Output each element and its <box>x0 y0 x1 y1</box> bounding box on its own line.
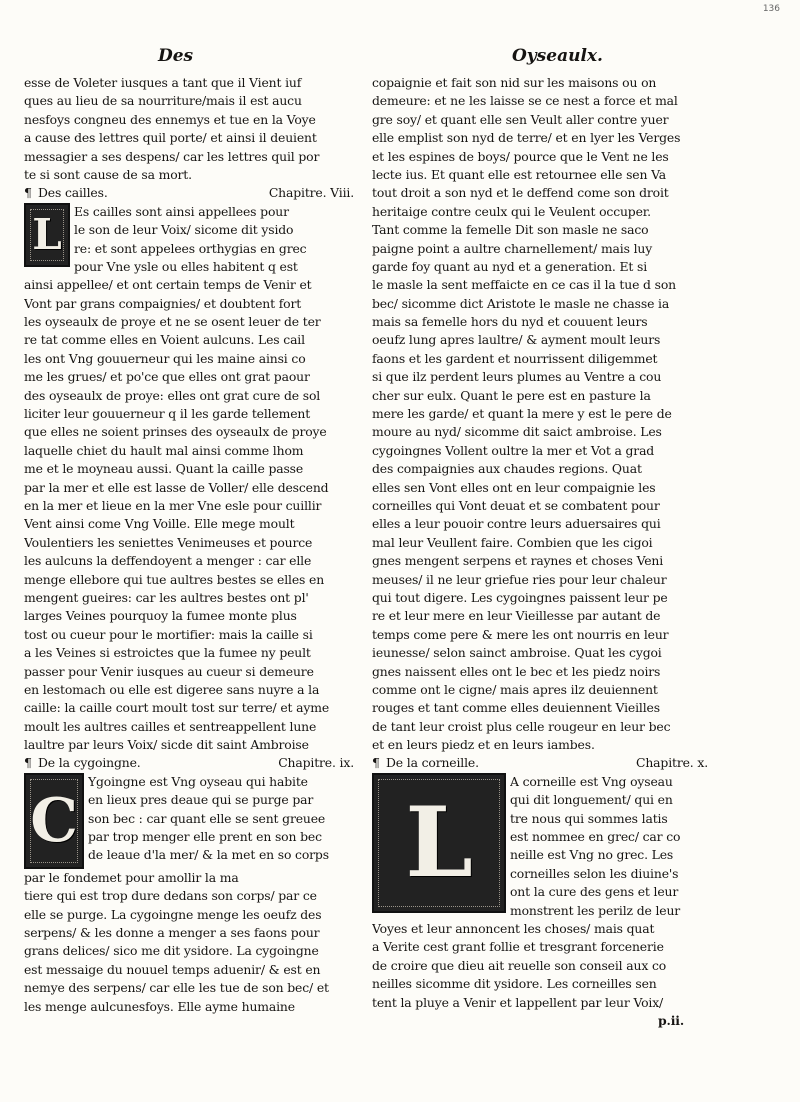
text-line: grans delices/ sico me dit ysidore. La cygoingne <box>24 943 319 959</box>
chapter-body <box>372 74 708 754</box>
text-line: esse de Voleter iusques a tant que il Vient iuf <box>24 75 302 90</box>
right-column <box>372 74 708 1030</box>
text-line: Tant comme la femelle Dit son masle ne saco <box>372 222 649 238</box>
text-line: elles a leur pouoir contre leurs aduersaires qui <box>372 516 661 532</box>
text-line: corneilles selon les diuine's <box>510 865 679 881</box>
text-line: Ygoingne est Vng oyseau qui habite <box>88 773 308 789</box>
initial-lines <box>74 203 354 277</box>
chapter-body <box>24 276 354 754</box>
text-line: qui dit longuement/ qui en <box>510 792 673 808</box>
text-line: me et le moyneau aussi. Quant la caille passe <box>24 461 304 477</box>
text-line: que elles ne soient prinses des oyseaulx de proye <box>24 424 327 440</box>
initial-block <box>24 773 354 869</box>
text-line: par trop menger elle prent en son bec <box>88 829 322 845</box>
text-line: faons et les gardent et nourrissent diligemmet <box>372 350 658 366</box>
text-line: en lestomach ou elle est digeree sans nuyre a la <box>24 681 320 697</box>
text-line: est nommee en grec/ car co <box>510 829 681 845</box>
text-line: messagier a ses despens/ car les lettres quil por <box>24 148 320 164</box>
chapter-body <box>372 920 708 1012</box>
text-line: laquelle chiet du hault mal ainsi comme lhom <box>24 442 304 458</box>
text-line: garde foy quant au nyd et a generation. Et si <box>372 258 648 274</box>
text-line: gnes naissent elles ont le bec et les piedz noirs <box>372 663 661 679</box>
running-head-right: Oyseaulx. <box>512 46 603 66</box>
text-line: les aulcuns la deffendoyent a menger : car elle <box>24 553 312 569</box>
text-line: des compaignies aux chaudes regions. Quat <box>372 461 642 477</box>
text-line: est messaige du nouuel temps aduenir/ & est en <box>24 961 321 977</box>
text-line: ieunesse/ selon sainct ambroise. Quat les cygoi <box>372 645 662 661</box>
chapter-number: Chapitre. ix. <box>278 755 354 771</box>
text-line: qui tout digere. Les cygoingnes paissent leur pe <box>372 589 668 605</box>
text-line: corneilles qui Vont deuat et se combatent pour <box>372 497 660 513</box>
decorated-initial <box>24 773 84 869</box>
text-line: et les espines de boys/ pource que le Vent ne les <box>372 148 669 164</box>
text-line: nesfoys congneu des ennemys et tue en la Voye <box>24 111 316 127</box>
text-line: a Verite cest grant follie et tresgrant forcenerie <box>372 939 664 955</box>
chapter-number: Chapitre. x. <box>636 755 708 771</box>
text-line: A corneille est Vng oyseau <box>510 773 673 789</box>
text-line: des oyseaulx de proye: elles ont grat cure de sol <box>24 387 321 403</box>
text-line: son bec : car quant elle se sent greuee <box>88 810 326 826</box>
chapter-body <box>24 869 354 1016</box>
running-head-left: Des <box>158 46 194 66</box>
text-line: Vont par grans compaignies/ et doubtent fort <box>24 295 302 311</box>
text-line: elle se purge. La cygoingne menge les oeufz des <box>24 906 322 922</box>
chapter-heading <box>24 754 354 772</box>
text-line: tost ou cueur pour le mortifier: mais la caille si <box>24 626 313 642</box>
chapter-title: ¶ De la cygoingne. <box>24 754 141 772</box>
text-line: meuses/ il ne leur griefue ries pour leur chaleur <box>372 571 667 587</box>
text-line: re et leur mere en leur Vieillesse par autant de <box>372 608 661 624</box>
text-line: de tant leur croist plus celle rougeur en leur bec <box>372 718 671 734</box>
text-line: les oyseaulx de proye et ne se osent leuer de ter <box>24 314 321 330</box>
folio-number: 136 <box>762 4 780 14</box>
text-line: oeufz lung apres laultre/ & ayment moult leurs <box>372 332 661 348</box>
text-line: caille: la caille court moult tost sur terre/ et ayme <box>24 700 330 716</box>
text-line: ques au lieu de sa nourriture/mais il est aucu <box>24 93 302 109</box>
text-line: Vent ainsi come Vng Voille. Elle mege moult <box>24 516 295 532</box>
text-line: temps come pere & mere les ont nourris en leur <box>372 626 669 642</box>
initial-letter: L <box>32 209 62 259</box>
text-line: en la mer et lieue en la mer Vne esle pour cuillir <box>24 497 322 513</box>
text-line: laultre par leurs Voix/ sicde dit saint Ambroise <box>24 737 309 753</box>
text-line: mais sa femelle hors du nyd et couuent leurs <box>372 314 648 330</box>
text-line: serpens/ & les donne a menger a ses faons pour <box>24 925 320 941</box>
text-line: a les Veines si estroictes que la fumee ny peult <box>24 645 311 661</box>
text-line: les ont Vng gouuerneur qui les maine ainsi co <box>24 350 306 366</box>
text-line: neille est Vng no grec. Les <box>510 847 674 863</box>
text-line: passer pour Venir iusques au cueur si demeure <box>24 663 314 679</box>
text-line: le masle la sent meffaicte en ce cas il la tue d son <box>372 277 676 293</box>
text-line: monstrent les perilz de leur <box>510 902 681 918</box>
text-line: demeure: et ne les laisse se ce nest a force et mal <box>372 93 678 109</box>
intro-text <box>24 74 354 184</box>
text-line: et en leurs piedz et en leurs iambes. <box>372 737 595 753</box>
text-line: elles sen Vont elles ont en leur compaignie les <box>372 479 656 495</box>
text-line: moult les aultres cailles et sentreappellent lune <box>24 718 317 734</box>
text-line: gnes mengent serpens et raynes et choses Veni <box>372 553 664 569</box>
text-line: ont la cure des gens et leur <box>510 884 679 900</box>
text-line: ainsi appellee/ et ont certain temps de Venir et <box>24 277 312 293</box>
text-line: Voulentiers les seniettes Venimeuses et pource <box>24 534 313 550</box>
text-line: rouges et tant comme elles deuiennent Vieilles <box>372 700 660 716</box>
text-line: me les grues/ et po'ce que elles ont grat paour <box>24 369 310 385</box>
text-line: les menge aulcunesfoys. Elle ayme humaine <box>24 998 295 1014</box>
text-line: gre soy/ et quant elle sen Veult aller contre yuer <box>372 111 669 127</box>
text-line: par le fondemet pour amollir la ma <box>24 869 239 885</box>
initial-lines <box>510 773 708 920</box>
text-line: menge ellebore qui tue aultres bestes se elles en <box>24 571 325 587</box>
text-line: cygoingnes Vollent oultre la mer et Vot a grad <box>372 442 655 458</box>
text-line: tiere qui est trop dure dedans son corps/ par ce <box>24 888 317 904</box>
chapter-title: ¶ Des cailles. <box>24 184 108 202</box>
text-line: moure au nyd/ sicomme dit saict ambroise. Les <box>372 424 662 440</box>
text-line: en lieux pres deaue qui se purge par <box>88 792 314 808</box>
left-column <box>24 74 354 1016</box>
initial-lines <box>88 773 354 869</box>
text-line: cher sur eulx. Quant le pere est en pasture la <box>372 387 651 403</box>
text-line: Voyes et leur annoncent les choses/ mais quat <box>372 920 655 936</box>
text-line: re tat comme elles en Voient aulcuns. Les cail <box>24 332 305 348</box>
text-line: copaignie et fait son nid sur les maisons ou on <box>372 75 657 90</box>
text-line: tre nous qui sommes latis <box>510 810 668 826</box>
text-line: tout droit a son nyd et le deffend come son droit <box>372 185 669 201</box>
text-line: elle emplist son nyd de terre/ et en lyer les Verges <box>372 130 681 146</box>
text-line: te si sont cause de sa mort. <box>24 166 192 182</box>
text-line: re: et sont appelees orthygias en grec <box>74 240 307 256</box>
text-line: le son de leur Voix/ sicome dit ysido <box>74 222 294 238</box>
text-line: mere les garde/ et quant la mere y est le pere de <box>372 406 672 422</box>
text-line: a cause des lettres quil porte/ et ainsi il deuient <box>24 130 317 146</box>
decorated-initial <box>24 203 70 267</box>
text-line: neilles sicomme dit ysidore. Les corneilles sen <box>372 976 657 992</box>
text-line: heritaige contre ceulx qui le Veulent occuper. <box>372 203 651 219</box>
text-line: mengent gueires: car les aultres bestes ont pl' <box>24 589 309 605</box>
text-line: par la mer et elle est lasse de Voller/ elle descend <box>24 479 329 495</box>
chapter-title: ¶ De la corneille. <box>372 754 479 772</box>
decorated-initial <box>372 773 506 913</box>
text-line: bec/ sicomme dict Aristote le masle ne chasse ia <box>372 295 670 311</box>
text-line: de croire que dieu ait reuelle son conseil aux co <box>372 957 667 973</box>
text-line: nemye des serpens/ car elle les tue de son bec/ et <box>24 980 329 996</box>
initial-letter: L <box>405 785 473 899</box>
text-line: lecte ius. Et quant elle est retournee elle sen Va <box>372 166 666 182</box>
text-line: si que ilz perdent leurs plumes au Ventre a cou <box>372 369 662 385</box>
text-line: tent la pluye a Venir et lappellent par leur Voix/ <box>372 994 664 1010</box>
initial-block <box>372 773 708 920</box>
signature-mark: p.ii. <box>658 1012 684 1028</box>
chapter-number: Chapitre. Viii. <box>268 185 354 201</box>
chapter-heading <box>372 754 708 772</box>
text-line: de leaue d'la mer/ & la met en so corps <box>88 847 329 863</box>
text-line: Es cailles sont ainsi appellees pour <box>74 203 289 219</box>
initial-letter: C <box>30 785 78 856</box>
initial-block <box>24 203 354 277</box>
text-line: mal leur Veullent faire. Combien que les cigoi <box>372 534 653 550</box>
text-line: paigne point a aultre charnellement/ mais luy <box>372 240 653 256</box>
text-line: pour Vne ysle ou elles habitent q est <box>74 258 298 274</box>
text-line: larges Veines pourquoy la fumee monte plus <box>24 608 297 624</box>
text-line: liciter leur gouuerneur q il les garde tellement <box>24 406 311 422</box>
text-line: comme ont le cigne/ mais apres ilz deuiennent <box>372 681 658 697</box>
chapter-heading <box>24 184 354 202</box>
